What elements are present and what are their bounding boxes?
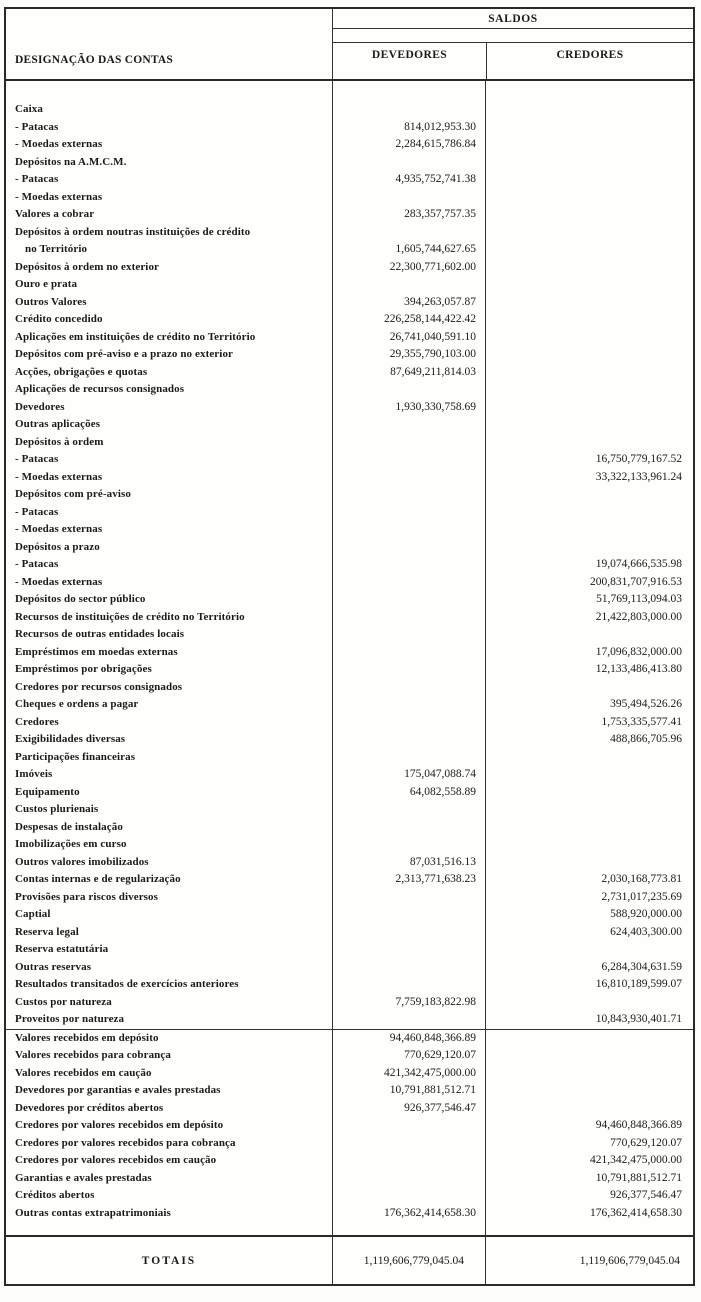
table-row — [6, 364, 693, 382]
account-label: Recursos de outras entidades locais — [15, 628, 185, 640]
account-label: Credores por valores recebidos em depósito — [15, 1119, 224, 1131]
table-row — [6, 591, 693, 609]
section-patrimonial — [6, 81, 693, 1029]
credores-value: 10,791,881,512.71 — [485, 1170, 693, 1188]
account-label: Despesas de instalação — [15, 820, 123, 833]
credores-value: 421,342,475,000.00 — [485, 1152, 693, 1170]
account-label: - Patacas — [15, 173, 59, 185]
account-label: Provisões para riscos diversos — [15, 890, 159, 903]
table-row — [6, 941, 693, 959]
account-label: - Patacas — [15, 558, 59, 570]
account-label: Valores recebidos em depósito — [15, 1031, 159, 1044]
balance-table — [4, 7, 695, 1286]
devedores-value — [332, 714, 485, 732]
table-row — [6, 101, 693, 119]
table-row — [6, 276, 693, 294]
credores-value — [485, 1030, 693, 1048]
devedores-value: 7,759,183,822.98 — [332, 994, 485, 1012]
account-label: Crédito concedido — [15, 313, 103, 325]
table-row — [6, 1187, 693, 1205]
devedores-value — [332, 574, 485, 592]
credores-value — [485, 294, 693, 312]
account-label: Equipamento — [15, 785, 80, 798]
table-row — [6, 1170, 693, 1188]
credores-value — [485, 994, 693, 1012]
table-row — [6, 679, 693, 697]
account-label: Captial — [15, 908, 51, 920]
credores-value — [485, 504, 693, 522]
table-row — [6, 714, 693, 732]
table-row — [6, 749, 693, 767]
devedores-value: 814,012,953.30 — [332, 119, 485, 137]
devedores-value — [332, 679, 485, 697]
credores-value — [485, 346, 693, 364]
credores-value — [485, 1065, 693, 1083]
account-label: Empréstimos em moedas externas — [15, 645, 178, 658]
account-label: Proveitos por natureza — [15, 1013, 125, 1025]
devedores-value — [332, 451, 485, 469]
account-label: Valores recebidos em caução — [15, 1066, 152, 1079]
credores-value: 51,769,113,094.03 — [485, 591, 693, 609]
credores-value — [485, 171, 693, 189]
table-row — [6, 294, 693, 312]
devedores-value — [332, 959, 485, 977]
devedores-value: 29,355,790,103.00 — [332, 346, 485, 364]
credores-value — [485, 101, 693, 119]
table-row — [6, 189, 693, 207]
devedores-value — [332, 1117, 485, 1135]
table-row — [6, 416, 693, 434]
spacer-row — [6, 81, 693, 101]
account-label: Devedores — [15, 400, 65, 413]
devedores-value — [332, 486, 485, 504]
devedores-value — [332, 1170, 485, 1188]
table-row — [6, 574, 693, 592]
credores-value — [485, 119, 693, 137]
account-label: Imóveis — [15, 768, 53, 780]
account-label: Reserva legal — [15, 925, 79, 938]
devedores-value — [332, 504, 485, 522]
account-label: Custos plurienais — [15, 803, 99, 815]
credores-value — [485, 679, 693, 697]
credores-value: 16,750,779,167.52 — [485, 451, 693, 469]
devedores-value: 26,741,040,591.10 — [332, 329, 485, 347]
credores-value: 94,460,848,366.89 — [485, 1117, 693, 1135]
table-row — [6, 241, 693, 259]
account-label: Credores por valores recebidos para cobrança — [15, 1136, 236, 1149]
table-header — [6, 9, 693, 81]
devedores-value — [332, 539, 485, 557]
table-row — [6, 871, 693, 889]
devedores-value — [332, 416, 485, 434]
table-row — [6, 959, 693, 977]
table-row — [6, 609, 693, 627]
table-row — [6, 1205, 693, 1223]
devedores-value: 770,629,120.07 — [332, 1047, 485, 1065]
devedores-value — [332, 819, 485, 837]
devedores-value: 2,313,771,638.23 — [332, 871, 485, 889]
devedores-value — [332, 381, 485, 399]
devedores-value — [332, 469, 485, 487]
account-label: - Moedas externas — [15, 575, 103, 588]
account-label: Depósitos com pré-aviso e a prazo no exterior — [15, 348, 234, 360]
credores-value — [485, 416, 693, 434]
account-label: Recursos de instituições de crédito no Território — [15, 610, 245, 623]
credores-value — [485, 819, 693, 837]
table-row — [6, 924, 693, 942]
table-row — [6, 801, 693, 819]
table-row — [6, 399, 693, 417]
credores-value — [485, 276, 693, 294]
devedores-value — [332, 556, 485, 574]
table-row — [6, 259, 693, 277]
devedores-value — [332, 731, 485, 749]
devedores-value — [332, 941, 485, 959]
credores-value — [485, 189, 693, 207]
credores-value: 176,362,414,658.30 — [485, 1205, 693, 1223]
totals-label: TOTAIS — [141, 1254, 197, 1267]
table-row — [6, 119, 693, 137]
devedores-value — [332, 924, 485, 942]
devedores-value — [332, 1135, 485, 1153]
table-row — [6, 626, 693, 644]
devedores-value: 2,284,615,786.84 — [332, 136, 485, 154]
devedores-value: 94,460,848,366.89 — [332, 1030, 485, 1048]
table-row — [6, 469, 693, 487]
credores-value — [485, 766, 693, 784]
table-row — [6, 1135, 693, 1153]
devedores-value — [332, 696, 485, 714]
designacao-das-contas-header: DESIGNAÇÃO DAS CONTAS — [15, 54, 173, 66]
credores-value — [485, 259, 693, 277]
devedores-value — [332, 101, 485, 119]
account-label: - Patacas — [15, 453, 59, 465]
credores-value — [485, 1100, 693, 1118]
devedores-value: 1,930,330,758.69 — [332, 399, 485, 417]
credores-value — [485, 311, 693, 329]
credores-value — [485, 836, 693, 854]
account-label: Devedores por garantias e avales prestadas — [15, 1084, 221, 1096]
account-label: Credores — [15, 715, 59, 728]
devedores-column-header: DEVEDORES — [371, 49, 448, 61]
account-label: Caixa — [15, 103, 43, 115]
devedores-value: 226,258,144,422.42 — [332, 311, 485, 329]
credores-value: 33,322,133,961.24 — [485, 469, 693, 487]
credores-value — [485, 154, 693, 172]
saldos-header-group — [332, 9, 693, 79]
account-label: Depósitos à ordem no exterior — [15, 260, 160, 273]
table-row — [6, 451, 693, 469]
credores-value: 926,377,546.47 — [485, 1187, 693, 1205]
credores-value — [485, 784, 693, 802]
account-label: Depósitos do sector público — [15, 593, 146, 605]
table-row — [6, 731, 693, 749]
table-row — [6, 784, 693, 802]
table-row — [6, 1152, 693, 1170]
devedores-value — [332, 591, 485, 609]
table-row — [6, 906, 693, 924]
credores-value: 488,866,705.96 — [485, 731, 693, 749]
credores-value — [485, 381, 693, 399]
account-label: Depósitos com pré-aviso — [15, 488, 131, 500]
account-label: Contas internas e de regularização — [15, 873, 181, 885]
credores-value — [485, 521, 693, 539]
credores-value: 10,843,930,401.71 — [485, 1011, 693, 1029]
table-row — [6, 224, 693, 242]
credores-value — [485, 399, 693, 417]
account-label: Cheques e ordens a pagar — [15, 698, 139, 710]
credores-value — [485, 241, 693, 259]
devedores-value: 176,362,414,658.30 — [332, 1205, 485, 1223]
credores-value — [485, 329, 693, 347]
table-row — [6, 819, 693, 837]
devedores-value — [332, 976, 485, 994]
devedores-value: 4,935,752,741.38 — [332, 171, 485, 189]
credores-value: 2,731,017,235.69 — [485, 889, 693, 907]
devedores-value: 421,342,475,000.00 — [332, 1065, 485, 1083]
credores-value — [485, 539, 693, 557]
account-label: Depósitos a prazo — [15, 540, 100, 553]
table-row — [6, 976, 693, 994]
account-label: Participações financeiras — [15, 750, 136, 763]
credores-value: 17,096,832,000.00 — [485, 644, 693, 662]
table-row — [6, 696, 693, 714]
account-label: Valores recebidos para cobrança — [15, 1049, 171, 1061]
account-label: - Patacas — [15, 505, 59, 518]
totals-credores-value: 1,119,606,779,045.04 — [485, 1237, 693, 1284]
devedores-value — [332, 889, 485, 907]
account-label: Créditos abertos — [15, 1189, 95, 1201]
devedores-value — [332, 1152, 485, 1170]
account-label: Aplicações de recursos consignados — [15, 383, 185, 395]
credores-value — [485, 364, 693, 382]
account-label: - Moedas externas — [15, 470, 103, 483]
saldos-header: SALDOS — [333, 9, 693, 29]
credores-value: 200,831,707,916.53 — [485, 574, 693, 592]
credores-value — [485, 941, 693, 959]
devedores-value — [332, 276, 485, 294]
account-label: Custos por natureza — [15, 995, 112, 1008]
devedores-value: 87,031,516.13 — [332, 854, 485, 872]
table-row — [6, 539, 693, 557]
account-label: Garantias e avales prestadas — [15, 1171, 152, 1184]
column-labels — [333, 43, 693, 79]
account-label: Depósitos na A.M.C.M. — [15, 155, 127, 168]
credores-value — [485, 206, 693, 224]
account-label: Acções, obrigações e quotas — [15, 365, 148, 378]
devedores-value: 87,649,211,814.03 — [332, 364, 485, 382]
credores-value: 395,494,526.26 — [485, 696, 693, 714]
table-row — [6, 661, 693, 679]
credores-value: 1,753,335,577.41 — [485, 714, 693, 732]
account-label: - Moedas externas — [15, 138, 103, 150]
spacer-row — [6, 1222, 693, 1235]
table-row — [6, 1011, 693, 1029]
account-label: Depósitos à ordem noutras instituições de crédito — [15, 225, 251, 238]
table-row — [6, 486, 693, 504]
table-row — [6, 434, 693, 452]
credores-value — [485, 854, 693, 872]
devedores-value: 10,791,881,512.71 — [332, 1082, 485, 1100]
table-row — [6, 889, 693, 907]
table-row — [6, 1100, 693, 1118]
table-row — [6, 206, 693, 224]
header-rule-band — [333, 29, 693, 43]
table-row — [6, 836, 693, 854]
table-row — [6, 854, 693, 872]
devedores-value — [332, 836, 485, 854]
account-label: Credores por valores recebidos em caução — [15, 1154, 217, 1166]
credores-value: 16,810,189,599.07 — [485, 976, 693, 994]
credores-value — [485, 136, 693, 154]
table-row — [6, 136, 693, 154]
account-label: Resultados transitados de exercícios anteriores — [15, 978, 239, 990]
devedores-value — [332, 906, 485, 924]
table-row — [6, 1047, 693, 1065]
section-extrapatrimonial — [6, 1029, 693, 1223]
credores-value: 6,284,304,631.59 — [485, 959, 693, 977]
devedores-value — [332, 749, 485, 767]
account-label: Ouro e prata — [15, 278, 78, 290]
credores-value — [485, 1047, 693, 1065]
table-row — [6, 1082, 693, 1100]
credores-value — [485, 801, 693, 819]
credores-column-header: CREDORES — [486, 43, 693, 79]
table-row — [6, 171, 693, 189]
credores-value — [485, 486, 693, 504]
account-label: Outras reservas — [15, 960, 92, 973]
totals-row — [6, 1235, 693, 1284]
devedores-value — [332, 644, 485, 662]
credores-value: 2,030,168,773.81 — [485, 871, 693, 889]
devedores-value — [332, 801, 485, 819]
table-row — [6, 381, 693, 399]
devedores-value: 926,377,546.47 — [332, 1100, 485, 1118]
account-label: Empréstimos por obrigações — [15, 663, 152, 675]
totals-devedores-value: 1,119,606,779,045.04 — [332, 1237, 485, 1284]
account-label: Outras aplicações — [15, 418, 101, 430]
account-label: - Patacas — [15, 120, 59, 133]
devedores-value — [332, 609, 485, 627]
account-label: - Moedas externas — [15, 523, 103, 535]
credores-value: 19,074,666,535.98 — [485, 556, 693, 574]
devedores-value — [332, 661, 485, 679]
account-label: Imobilizações em curso — [15, 838, 127, 850]
account-label: Credores por recursos consignados — [15, 680, 183, 693]
table-row — [6, 311, 693, 329]
devedores-value: 1,605,744,627.65 — [332, 241, 485, 259]
account-label: Exigibilidades diversas — [15, 733, 126, 745]
account-label: - Moedas externas — [15, 190, 103, 203]
table-row — [6, 329, 693, 347]
table-row — [6, 766, 693, 784]
credores-value — [485, 434, 693, 452]
section-extrapatrimonial-tail — [6, 1222, 693, 1235]
devedores-value — [332, 521, 485, 539]
table-row — [6, 994, 693, 1012]
devedores-value — [332, 1011, 485, 1029]
table-row — [6, 1065, 693, 1083]
credores-value: 624,403,300.00 — [485, 924, 693, 942]
table-row — [6, 154, 693, 172]
devedores-value: 22,300,771,602.00 — [332, 259, 485, 277]
account-label: Outros Valores — [15, 295, 87, 308]
table-row — [6, 644, 693, 662]
account-label: Reserva estatutária — [15, 943, 109, 955]
table-row — [6, 1117, 693, 1135]
table-row — [6, 521, 693, 539]
devedores-value: 394,263,057.87 — [332, 294, 485, 312]
credores-value: 12,133,486,413.80 — [485, 661, 693, 679]
devedores-value: 175,047,088.74 — [332, 766, 485, 784]
account-label: Depósitos à ordem — [15, 435, 104, 448]
devedores-value — [332, 154, 485, 172]
credores-value — [485, 626, 693, 644]
account-label: Outros valores imobilizados — [15, 855, 149, 868]
credores-value — [485, 224, 693, 242]
devedores-value — [332, 189, 485, 207]
devedores-value — [332, 626, 485, 644]
table-row — [6, 556, 693, 574]
table-row — [6, 346, 693, 364]
account-label: no Território — [25, 243, 88, 255]
account-label: Outras contas extrapatrimoniais — [15, 1206, 171, 1219]
credores-value — [485, 1082, 693, 1100]
devedores-value: 64,082,558.89 — [332, 784, 485, 802]
devedores-value — [332, 434, 485, 452]
devedores-value — [332, 224, 485, 242]
table-row — [6, 1030, 693, 1048]
devedores-value: 283,357,757.35 — [332, 206, 485, 224]
account-label: Aplicações em instituições de crédito no Território — [15, 330, 256, 343]
credores-value: 770,629,120.07 — [485, 1135, 693, 1153]
credores-value: 588,920,000.00 — [485, 906, 693, 924]
account-label: Devedores por créditos abertos — [15, 1101, 164, 1114]
credores-value — [485, 749, 693, 767]
account-label: Valores a cobrar — [15, 208, 95, 220]
table-row — [6, 504, 693, 522]
credores-value: 21,422,803,000.00 — [485, 609, 693, 627]
devedores-value — [332, 1187, 485, 1205]
